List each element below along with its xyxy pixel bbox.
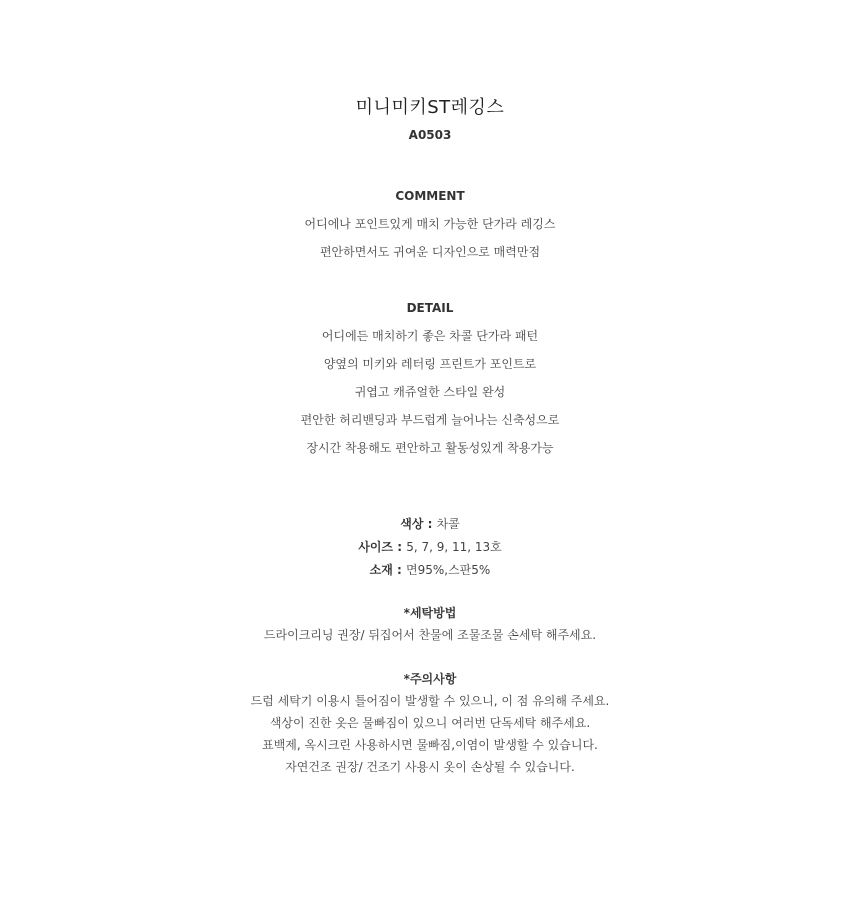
caution-line: 드럼 세탁기 이용시 틀어짐이 발생할 수 있으니, 이 점 유의해 주세요. <box>250 694 610 708</box>
washing-text: 드라이크리닝 권장/ 뒤집어서 찬물에 조물조물 손세탁 해주세요. <box>263 628 597 642</box>
detail-line: 어디에든 매치하기 좋은 차콜 단가라 패턴 <box>321 329 539 343</box>
caution-line: 색상이 진한 옷은 물빠짐이 있으니 여러번 단독세탁 해주세요. <box>269 716 591 730</box>
spec-color-value: 차콜 <box>436 517 460 531</box>
spec-material-label: 소재 : <box>369 563 407 577</box>
caution-line: 자연건조 권장/ 건조기 사용시 옷이 손상될 수 있습니다. <box>285 760 575 774</box>
spec-color-label: 색상 : <box>400 517 437 531</box>
spec-material <box>0 561 860 579</box>
product-title: 미니미키ST레깅스 <box>355 97 505 118</box>
detail-line: 귀엽고 캐쥬얼한 스타일 완성 <box>354 385 506 399</box>
detail-line: 양옆의 미키와 레터링 프린트가 포인트로 <box>323 357 537 371</box>
detail-heading: DETAIL <box>406 301 454 315</box>
spec-color <box>0 515 860 533</box>
caution-line: 표백제, 옥시크린 사용하시면 물빠짐,이염이 발생할 수 있습니다. <box>262 738 598 752</box>
spec-size-label: 사이즈 : <box>358 540 407 554</box>
washing-heading: *세탁방법 <box>403 606 457 620</box>
comment-line: 어디에나 포인트있게 매치 가능한 단가라 레깅스 <box>304 217 556 231</box>
comment-line: 편안하면서도 귀여운 디자인으로 매력만점 <box>319 245 541 259</box>
spec-size <box>0 538 860 556</box>
detail-line: 편안한 허리밴딩과 부드럽게 늘어나는 신축성으로 <box>300 413 560 427</box>
product-code: A0503 <box>408 128 452 142</box>
comment-heading: COMMENT <box>395 189 465 203</box>
spec-size-value: 5, 7, 9, 11, 13호 <box>406 540 502 554</box>
detail-line: 장시간 착용해도 편안하고 활동성있게 착용가능 <box>306 441 554 455</box>
caution-heading: *주의사항 <box>403 672 457 686</box>
spec-material-value: 면95%,스판5% <box>406 563 491 577</box>
